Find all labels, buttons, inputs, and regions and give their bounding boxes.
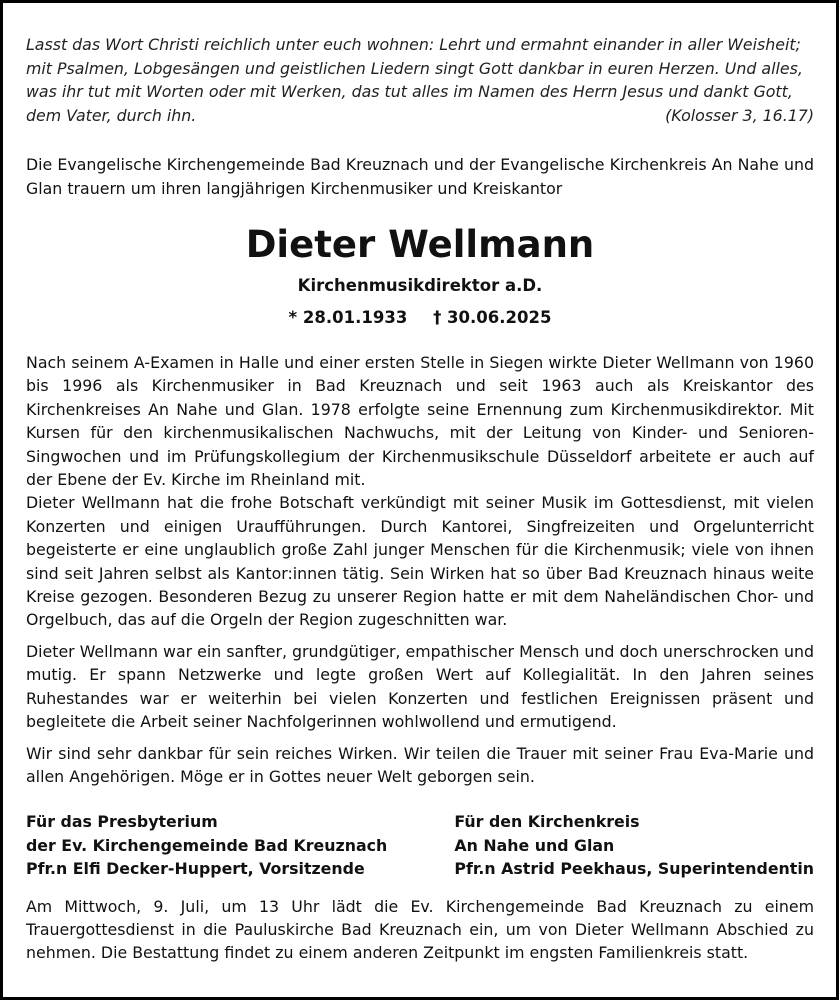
- signature-line: Pfr.n Astrid Peekhaus, Superintendentin: [454, 859, 814, 879]
- signature-line: Für den Kirchenkreis: [454, 812, 640, 832]
- verse-reference: (Kolosser 3, 16.17): [665, 105, 814, 125]
- life-dates: [26, 308, 814, 327]
- obituary-content: [26, 33, 814, 981]
- signature-line: An Nahe und Glan: [454, 835, 615, 855]
- verse-line-2: mit Psalmen, Lobgesängen und geistlichen Liedern singt Gott dankbar in euren Herzen. Und alles,: [26, 58, 803, 78]
- death-date: † 30.06.2025: [433, 308, 552, 327]
- paragraph-message: Dieter Wellmann hat die frohe Botschaft verkündigt mit seiner Musik im Gottesdienst, mit vielen Konzerten und einigen Uraufführungen. Durch Kantorei, Singfreizeiten und Orgelunterricht begeisterte er eine unglaublich große Zahl junger Menschen für die Kirchenmusik; viele von ihnen sind seit Jahren selbst als Kantor:innen tätig. Sein Wirken hat so über Bad Kreuznach hinaus weite Kreise gezogen. Besonderen Bezug zu unserer Region hatte er mit dem Naheländischen Chor- und Orgelbuch, das auf die Orgeln der Region zugeschnitten war.: [26, 493, 814, 630]
- paragraph-gratitude: Wir sind sehr dankbar für sein reiches Wirken. Wir teilen die Trauer mit seiner Frau Eva-Marie und allen Angehörigen. Möge er in Gottes neuer Welt geborgen sein.: [26, 743, 814, 786]
- paragraph-career: Nach seinem A-Examen in Halle und einer ersten Stelle in Siegen wirkte Dieter Wellmann von 1960 bis 1996 als Kirchenmusiker in Bad Kreuznach und seit 1963 auch als Kreiskantor des Kirchenkreises An Nahe und Glan. 1978 erfolgte seine Ernennung zum Kirchenmusikdirektor. Mit Kursen für den kirchenmusikalischen Nachwuchs, mit der Leitung von Kinder- und Senioren-Singwochen und im Prüfungskollegium der Kirchenmusikschule Düsseldorf arbeitete er auch auf der Ebene der Ev. Kirche im Rheinland mit.: [26, 353, 814, 490]
- signature-line: Pfr.n Elfi Decker-Huppert, Vorsitzende: [26, 859, 365, 879]
- verse-line-1: Lasst das Wort Christi reichlich unter euch wohnen: Lehrt und ermahnt einander in aller Weisheit;: [26, 35, 801, 54]
- birth-date: * 28.01.1933: [288, 308, 408, 327]
- signature-line: der Ev. Kirchengemeinde Bad Kreuznach: [26, 835, 388, 855]
- signature-presbyterium: [26, 810, 454, 880]
- funeral-notice: Am Mittwoch, 9. Juli, um 13 Uhr lädt die Ev. Kirchengemeinde Bad Kreuznach zu einem Trauergottesdienst in die Pauluskirche Bad Kreuznach ein, um von Dieter Wellmann Abschied zu nehmen. Die Bestattung findet zu einem anderen Zeitpunkt im engsten Familienkreis statt.: [26, 896, 814, 963]
- deceased-title: Kirchenmusikdirektor a.D.: [297, 276, 543, 295]
- verse-last-line: [26, 104, 814, 128]
- verse-line-3: was ihr tut mit Worten oder mit Werken, das tut alles im Namen des Herrn Jesus und dankt Gott,: [26, 82, 793, 101]
- obituary-body: [26, 351, 814, 788]
- bible-verse: [26, 33, 814, 127]
- deceased-name: Dieter Wellmann: [245, 223, 595, 266]
- signature-kirchenkreis: [454, 810, 814, 880]
- signatures: [26, 810, 814, 880]
- intro-text: Die Evangelische Kirchengemeinde Bad Kreuznach und der Evangelische Kirchenkreis An Nahe und Glan trauern um ihren langjährigen Kirchenmusiker und Kreiskantor: [26, 155, 814, 198]
- verse-line-4: dem Vater, durch ihn.: [26, 105, 197, 125]
- paragraph-character: Dieter Wellmann war ein sanfter, grundgütiger, empathischer Mensch und doch unerschrocken und mutig. Er spann Netzwerke und legte großen Wert auf Kollegialität. In den Jahren seines Ruhestandes war er weiterhin bei vielen Konzerten und festlichen Ereignissen präsent und begleitete die Arbeit seiner Nachfolgerinnen wohlwollend und ermutigend.: [26, 641, 814, 732]
- signature-line: Für das Presbyterium: [26, 812, 218, 832]
